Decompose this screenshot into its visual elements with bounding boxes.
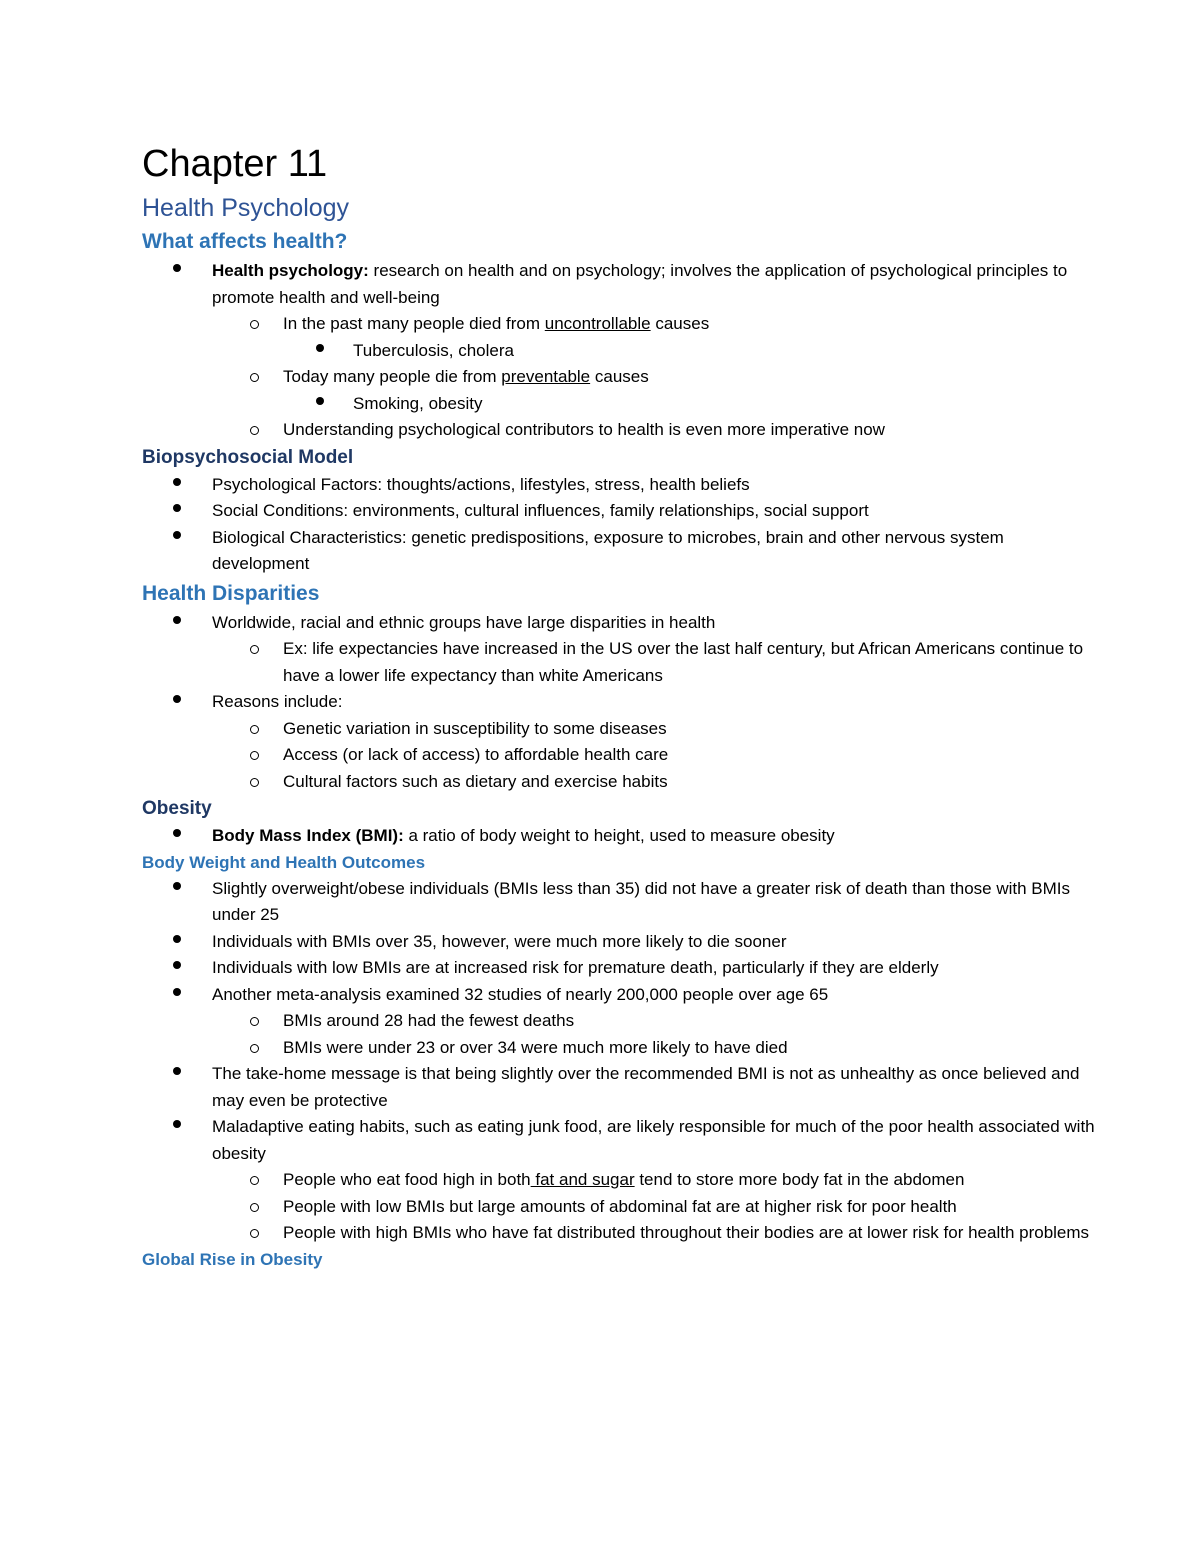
list-item: Maladaptive eating habits, such as eating junk food, are likely responsible for much of the poor health associated with obesity [142,1114,1102,1167]
list-item: People with low BMIs but large amounts of abdominal fat are at higher risk for poor health [142,1194,1102,1221]
list-item: In the past many people died from uncontrollable causes [142,311,1102,338]
list-item: Biological Characteristics: genetic predispositions, exposure to microbes, brain and other nervous system development [142,525,1102,578]
list-item: Reasons include: [142,689,1102,716]
obesity-list [142,823,1102,850]
list-item: Health psychology: research on health and on psychology; involves the application of psychological principles to promote health and well-being [142,258,1102,311]
list-item: Today many people die from preventable causes [142,364,1102,391]
list-item: Another meta-analysis examined 32 studies of nearly 200,000 people over age 65 [142,982,1102,1009]
heading-health-psychology: Health Psychology [142,194,350,222]
list-item: Body Mass Index (BMI): a ratio of body weight to height, used to measure obesity [142,823,1102,850]
list-item: People with high BMIs who have fat distributed throughout their bodies are at lower risk for health problems [142,1220,1102,1247]
list-item: Worldwide, racial and ethnic groups have large disparities in health [142,610,1102,637]
biopsychosocial-list [142,472,1102,578]
list-item: Understanding psychological contributors to health is even more imperative now [142,417,1102,444]
heading-obesity: Obesity [142,798,212,819]
list-item: People who eat food high in both fat and sugar tend to store more body fat in the abdomen [142,1167,1102,1194]
disparities-list [142,610,1102,796]
heading-what-affects-health: What affects health? [142,230,348,253]
list-item: Individuals with low BMIs are at increased risk for premature death, particularly if they are elderly [142,955,1102,982]
what-affects-list [142,258,1102,444]
chapter-title: Chapter 11 [142,143,328,185]
list-item: Slightly overweight/obese individuals (BMIs less than 35) did not have a greater risk of death than those with BMIs under 25 [142,876,1102,929]
list-item: BMIs around 28 had the fewest deaths [142,1008,1102,1035]
list-item: Smoking, obesity [142,391,1102,418]
list-item: Cultural factors such as dietary and exercise habits [142,769,1102,796]
list-item: Social Conditions: environments, cultural influences, family relationships, social support [142,498,1102,525]
heading-body-weight-health-outcomes: Body Weight and Health Outcomes [142,852,426,872]
list-item: BMIs were under 23 or over 34 were much more likely to have died [142,1035,1102,1062]
list-item: Genetic variation in susceptibility to some diseases [142,716,1102,743]
heading-biopsychosocial-model: Biopsychosocial Model [142,446,354,468]
list-item: Access (or lack of access) to affordable health care [142,742,1102,769]
body-weight-list [142,876,1102,1247]
document-body [142,138,1102,1273]
heading-health-disparities: Health Disparities [142,581,320,605]
heading-global-rise-in-obesity: Global Rise in Obesity [142,1249,323,1269]
list-item: Ex: life expectancies have increased in the US over the last half century, but African Americans continue to have a lower life expectancy than white Americans [142,636,1102,689]
list-item: Tuberculosis, cholera [142,338,1102,365]
list-item: Individuals with BMIs over 35, however, were much more likely to die sooner [142,929,1102,956]
list-item: The take-home message is that being slightly over the recommended BMI is not as unhealthy as once believed and may even be protective [142,1061,1102,1114]
list-item: Psychological Factors: thoughts/actions, lifestyles, stress, health beliefs [142,472,1102,499]
